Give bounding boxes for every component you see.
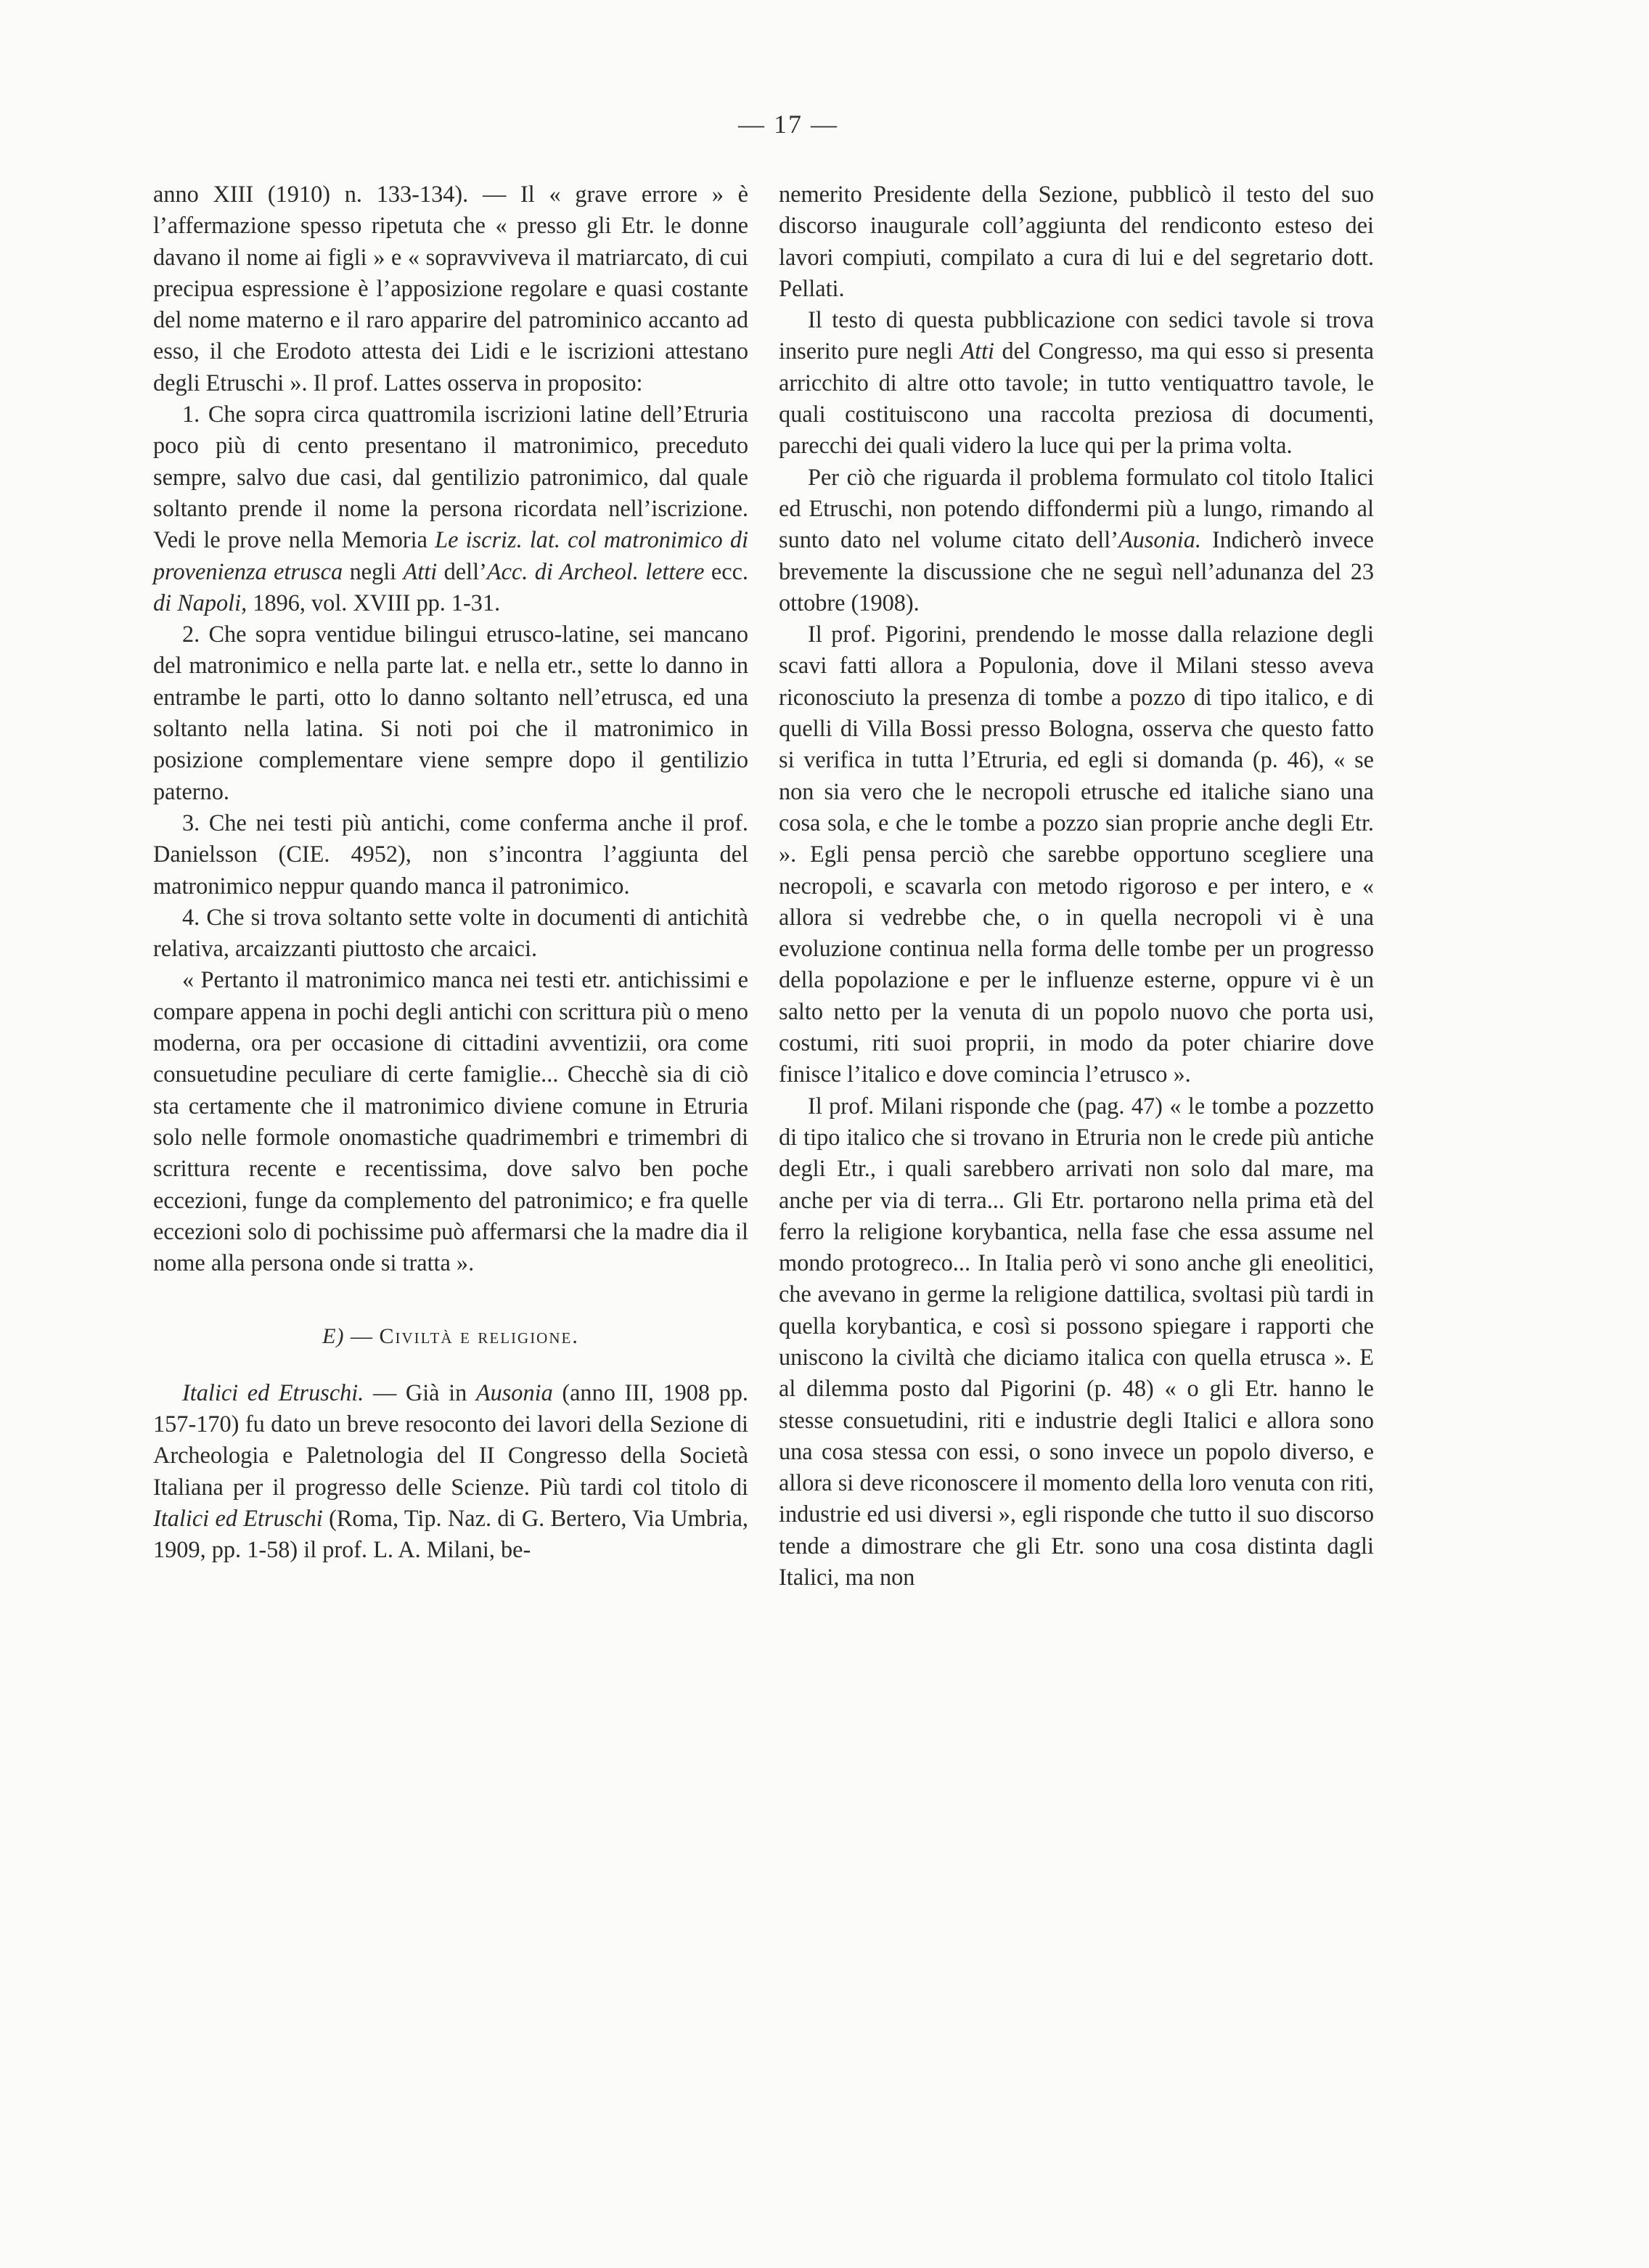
paragraph-point-1 xyxy=(153,399,748,619)
text-run: dell’ xyxy=(437,558,487,584)
text-run: negli xyxy=(343,558,404,584)
academy-italic: Acc. di Archeol. lettere xyxy=(486,558,705,584)
section-dash: — xyxy=(344,1324,380,1349)
paragraph-point-4: 4. Che si trova soltanto sette volte in documenti di antichità relativa, arcaizzanti piuttosto che arcaici. xyxy=(153,903,748,962)
atti-italic: Atti xyxy=(403,558,438,584)
paragraph-quote-conclusion: « Pertanto il matronimico manca nei testi etr. antichissimi e compare appena in pochi degli antichi con scrittura più o meno moderna, ora per occasione di cittadini avventizii, ora come consuetudine peculiare di certe famiglie... Checchè sia di ciò sta certamente che il matronimico diviene comune in Etruria solo nelle formole onomastiche quadrimembri e trimembri di scrittura recente e recentissima, dove salvo ben poche eccezioni, funge da complemento del patronimico; e fra quelle eccezioni solo di pochissime può affermarsi che la madre dia il nome alla persona onde si tratta ». xyxy=(153,966,748,1276)
text-run: 1896, vol. XVIII pp. 1-31. xyxy=(247,589,501,616)
section-letter: E) xyxy=(322,1324,345,1349)
paragraph-problem-summary xyxy=(779,462,1374,619)
book-title-italic: Italici ed Etruschi xyxy=(153,1504,323,1531)
text-run: 1. Che sopra circa quattromila iscrizioni latine dell’Etruria poco più di cento presentano il matronimico, preceduto sempre, salvo due casi, dal gentilizio patronimico, dal quale soltanto prende il nome la persona ricordata nell’iscrizione. Vedi le prove nella Memoria xyxy=(153,401,748,553)
subsection-title: Italici ed Etruschi. xyxy=(182,1379,364,1406)
paragraph-point-2: 2. Che sopra ventidue bilingui etrusco-latine, sei mancano del matronimico e nella parte lat. e nella etr., sette lo danno in entrambe le parti, otto lo danno soltanto nell’etrusca, ed una soltanto nella latina. Si noti poi che il matronimico in posizione complementare viene sempre dopo il gentilizio paterno. xyxy=(153,621,748,804)
section-title: Civiltà e religione. xyxy=(379,1324,579,1349)
text-run: Il testo di questa pubblicazione con sedici tavole si trova inserito pure negli xyxy=(779,306,1374,364)
text-run: ecc. xyxy=(704,558,749,584)
paragraph-milani-president: nemerito Presidente della Sezione, pubblicò il testo del suo discorso inaugurale coll’aggiunta del rendiconto esteso dei lavori compiuti, compilato a cura di lui e del segretario dott. Pellati. xyxy=(779,181,1374,301)
left-column xyxy=(153,179,748,1565)
napoli-italic: di Napoli, xyxy=(153,589,247,616)
text-run: del Congresso, ma qui esso si presenta arricchito di altre otto tavole; in tutto ventiquattro tavole, le quali costituiscono una raccolta preziosa di documenti, parecchi dei quali videro la luce qui per la prima volta. xyxy=(779,338,1374,459)
paragraph-point-3: 3. Che nei testi più antichi, come conferma anche il prof. Danielsson (CIE. 4952), non s’incontra l’aggiunta del matronimico neppur quando manca il patronimico. xyxy=(153,809,748,899)
paragraph-italici-etruschi xyxy=(153,1377,748,1566)
memoir-title: Le iscriz. lat. col matronimico di provenienza etrusca xyxy=(153,526,748,584)
text-run: Per ciò che riguarda il problema formulato col titolo Italici ed Etruschi, non potendo diffondermi più a lungo, rimando al sunto dato nel volume citato dell’ xyxy=(779,463,1374,553)
right-column xyxy=(779,179,1374,1593)
paragraph-publication-plates xyxy=(779,304,1374,461)
paragraph-milani-reply: Il prof. Milani risponde che (pag. 47) « le tombe a pozzetto di tipo italico che si trovano in Etruria non le crede più antiche degli Etr., i quali sarebbero arrivati non solo dal mare, ma anche per via di terra... Gli Etr. portarono nella prima età del ferro la religione korybantica, nella fase che essa assume nel mondo protogreco... In Italia però vi sono anche gli eneolitici, che avevano in germe la religione dattilica, svoltasi più tardi in quella korybantica, e così si possono spiegare i rapporti che uniscono la civiltà che diciamo italica con quella etrusca ». E al dilemma posto dal Pigorini (p. 48) « o gli Etr. hanno le stesse consuetudini, riti e industrie degli Italici e allora sono una cosa stessa con essi, o sono invece un popolo diverso, e allora si deve riconoscere il momento della loro venuta con riti, industrie ed usi diversi », egli risponde che tutto il suo discorso tende a dimostrare che gli Etr. sono una cosa distinta dagli Italici, ma non xyxy=(779,1092,1374,1591)
paragraph-pigorini: Il prof. Pigorini, prendendo le mosse dalla relazione degli scavi fatti allora a Populonia, dove il Milani stesso aveva riconosciuto la presenza di tombe a pozzo di tipo italico, e di quelli di Villa Bossi presso Bologna, osserva che questo fatto si verifica in tutta l’Etruria, ed egli si domanda (p. 46), « se non sia vero che le necropoli etrusche ed italiche siano una cosa sola, e che le tombe a pozzo sian proprie anche degli Etr. ». Egli pensa perciò che sarebbe opportuno scegliere una necropoli, e scavarla con metodo rigoroso e per intero, e « allora si vedrebbe che, o in quella necropoli vi è una evoluzione continua nella forma delle tombe per un progresso della popolazione e per le influenze esterne, oppure vi è un salto netto per la venuta di un popolo nuovo che porta usi, costumi, riti suoi proprii, in modo da poter chiarire dove finisce l’italico e dove comincia l’etrusco ». xyxy=(779,621,1374,1088)
text-run: (anno III, 1908 pp. 157-170) fu dato un breve resoconto dei lavori della Sezione di Archeologia e Paletnologia del II Congresso della Società Italiana per il progresso delle Scienze. Più tardi col titolo di xyxy=(153,1379,749,1500)
ausonia-italic: Ausonia. xyxy=(1118,526,1201,553)
page-number: — 17 — xyxy=(738,110,838,139)
ausonia-italic: Ausonia xyxy=(475,1379,553,1406)
section-heading xyxy=(153,1321,748,1352)
text-run: — Già in xyxy=(364,1379,476,1406)
text-run: (Roma, Tip. Naz. di G. Bertero, Via Umbria, 1909, pp. 1-58) il prof. L. A. Milani, be- xyxy=(153,1504,748,1563)
atti-italic: Atti xyxy=(960,338,995,364)
paragraph-lattes-intro: anno XIII (1910) n. 133-134). — Il « grave errore » è l’affermazione spesso ripetuta che « presso gli Etr. le donne davano il nome ai figli » e « sopravviveva il matriarcato, di cui precipua espressione è l’apposizione regolare e quasi costante del nome materno e il raro apparire del patrominico accanto ad esso, il che Erodoto attesta dei Lidi e le iscrizioni attestano degli Etruschi ». Il prof. Lattes osserva in proposito: xyxy=(153,181,748,396)
text-run: Indicherò invece brevemente la discussione che ne seguì nell’adunanza del 23 ottobre (1908). xyxy=(779,526,1375,616)
